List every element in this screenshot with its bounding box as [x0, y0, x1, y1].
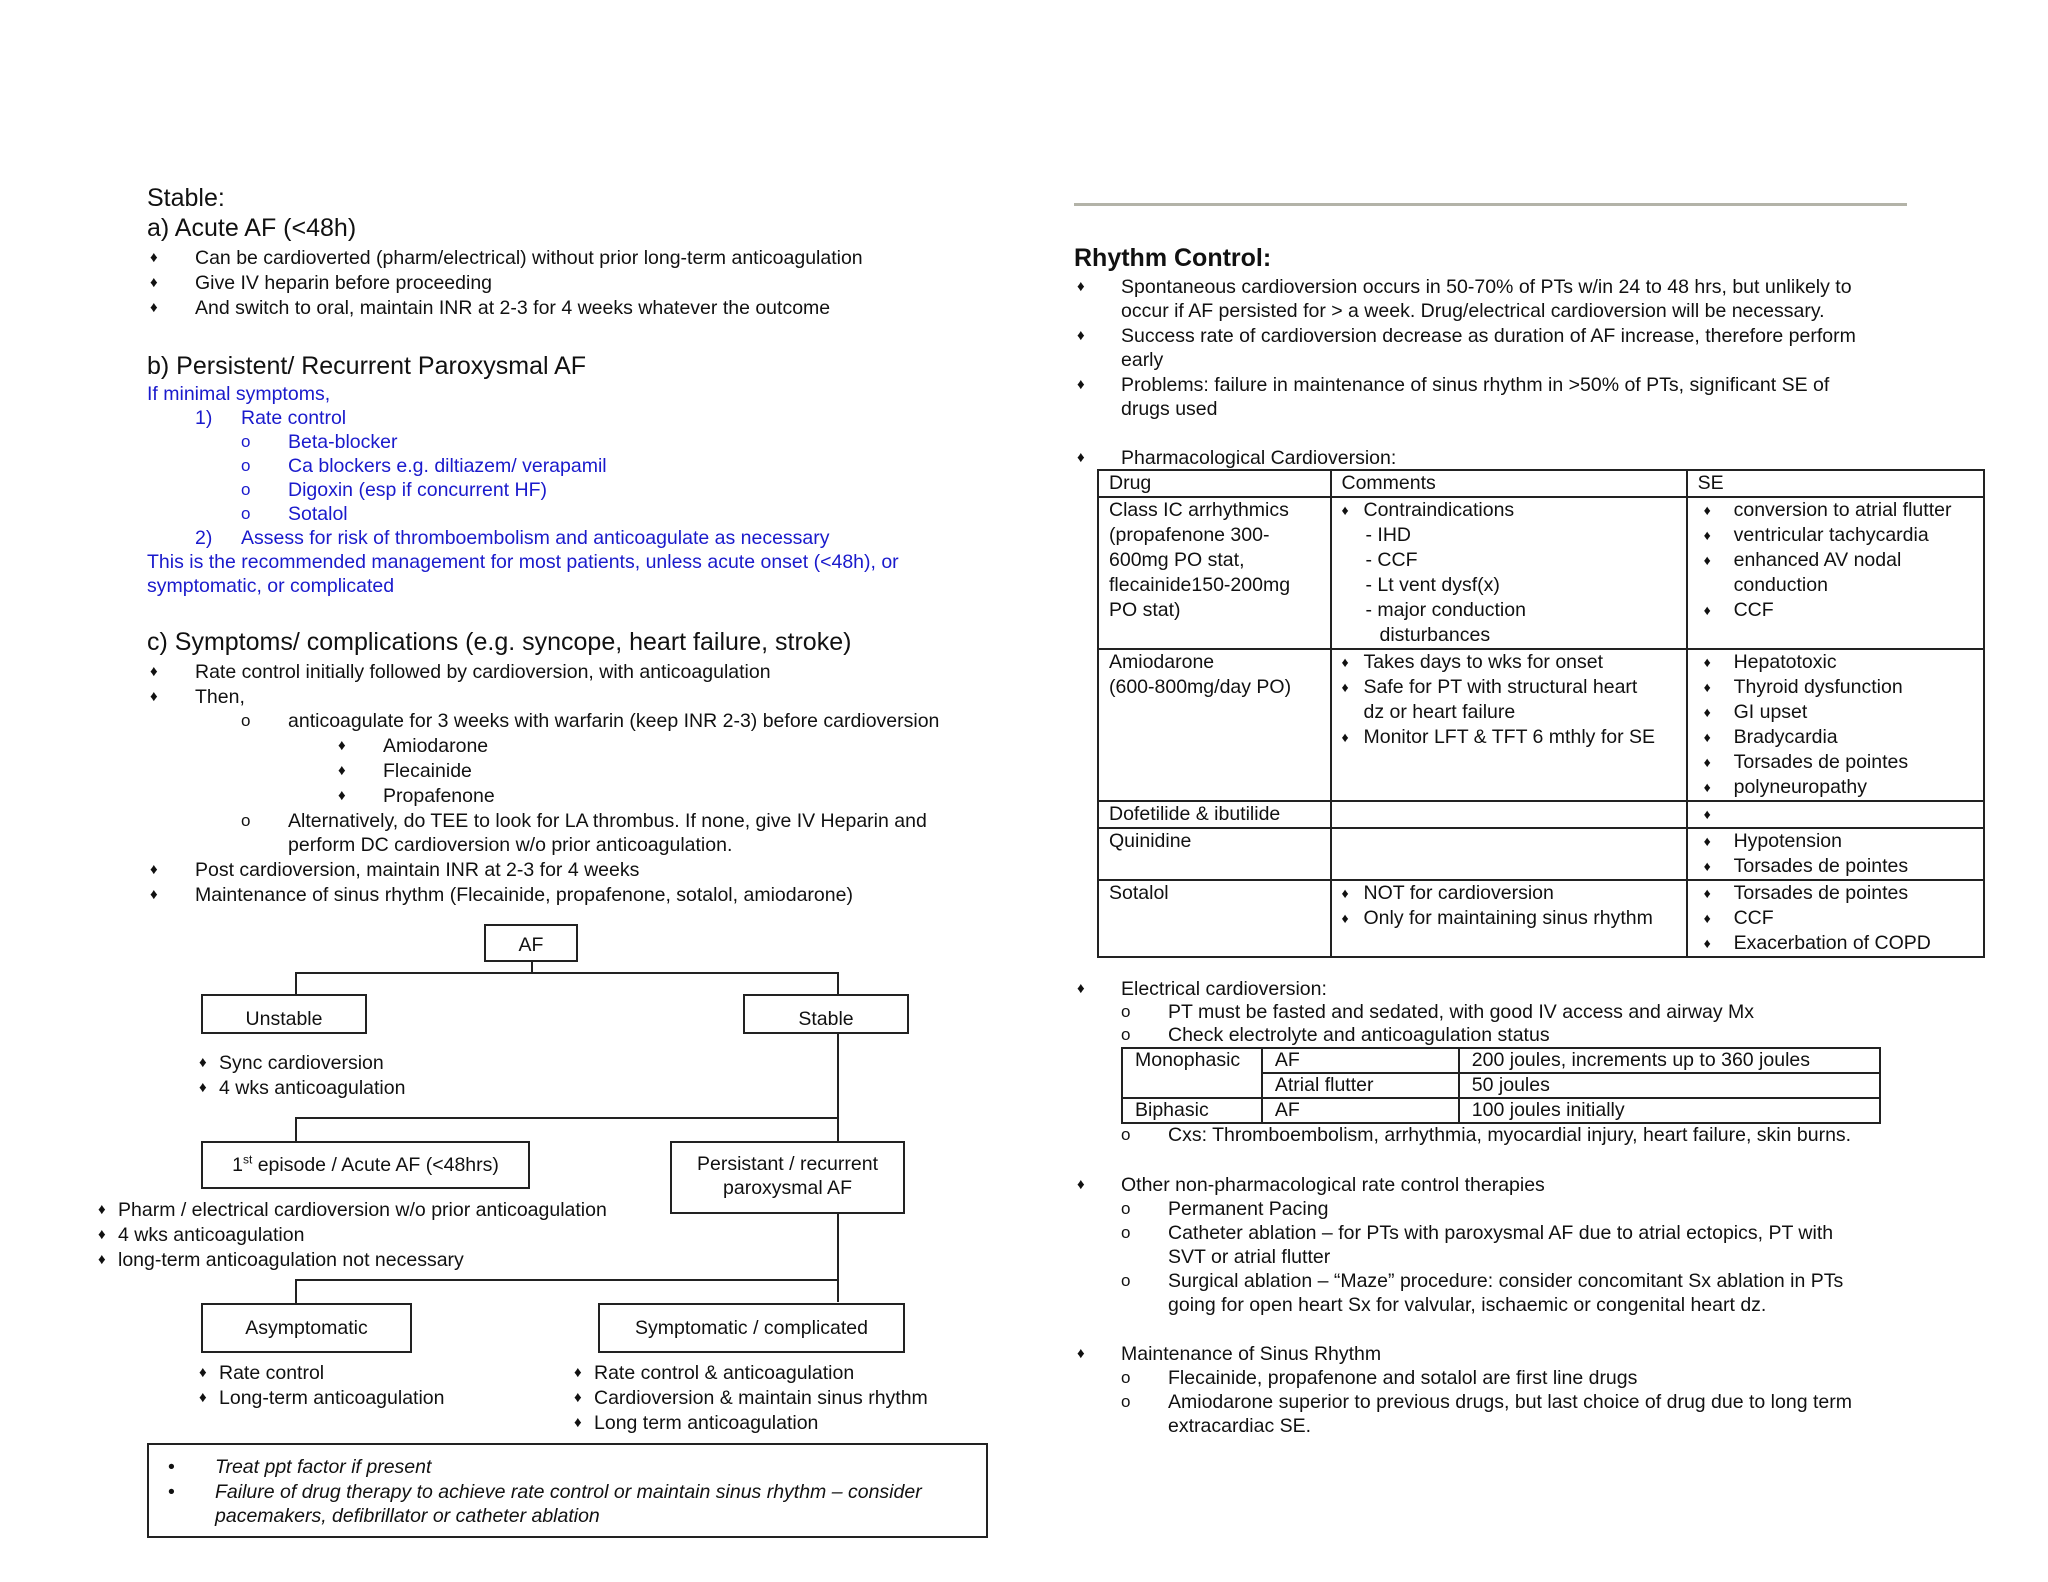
stable-heading: Stable: — [147, 184, 225, 212]
se-cell: ♦ Torsades de pointes ♦ CCF ♦ Exacerbation of COPD — [1687, 880, 1984, 957]
recommendation-note: This is the recommended management for most patients, unless acute onset (<48h), or — [147, 551, 899, 573]
bullet-dot: • — [168, 1456, 175, 1478]
first-episode-note: Pharm / electrical cardioversion w/o prior anticoagulation — [118, 1199, 607, 1221]
symptoms-item: Then, — [195, 686, 245, 708]
comments-cell — [1331, 828, 1687, 880]
symptomatic-note: Cardioversion & maintain sinus rhythm — [594, 1387, 928, 1409]
bullet-diamond: ♦ — [150, 861, 158, 878]
bullet-diamond: ♦ — [199, 1364, 207, 1381]
bullet-circle: o — [1121, 1125, 1131, 1144]
bullet-circle: o — [241, 711, 251, 730]
drug-cell: Dofetilide & ibutilide — [1098, 801, 1331, 828]
bullet-diamond: ♦ — [199, 1054, 207, 1071]
waveform-cell: Biphasic — [1122, 1098, 1262, 1123]
anticoagulate-item: anticoagulate for 3 weeks with warfarin (keep INR 2-3) before cardioversion — [288, 710, 940, 732]
bullet-diamond: ♦ — [338, 787, 346, 804]
rhythm-point-cont: drugs used — [1121, 398, 1218, 420]
first-episode-label: 1st episode / Acute AF (<48hrs) — [232, 1152, 499, 1176]
bullet-diamond: ♦ — [1077, 376, 1085, 393]
connector-line — [295, 972, 297, 996]
footer-note-cont: pacemakers, defibrillator or catheter ablation — [215, 1505, 600, 1527]
bullet-diamond: ♦ — [1077, 980, 1085, 997]
symptomatic-note: Long term anticoagulation — [594, 1412, 819, 1434]
bullet-diamond: ♦ — [574, 1414, 582, 1431]
bullet-diamond: ♦ — [150, 886, 158, 903]
bullet-diamond: ♦ — [1077, 1345, 1085, 1362]
rhythm-point: Spontaneous cardioversion occurs in 50-70% of PTs w/in 24 to 48 hrs, but unlikely to — [1121, 276, 1852, 298]
footer-notes-box — [147, 1443, 988, 1538]
persistent-recurrent-box — [670, 1141, 905, 1214]
energy-cell: 200 joules, increments up to 360 joules — [1459, 1048, 1880, 1073]
therapy-item-cont: going for open heart Sx for valvular, ischaemic or congenital heart dz. — [1168, 1294, 1767, 1316]
bullet-diamond: ♦ — [338, 762, 346, 779]
tee-item: Alternatively, do TEE to look for LA thrombus. If none, give IV Heparin and — [288, 810, 927, 832]
bullet-diamond: ♦ — [1077, 449, 1085, 466]
stable-box — [743, 994, 909, 1034]
rhythm-control-heading: Rhythm Control: — [1074, 244, 1272, 272]
persistent-af-heading: b) Persistent/ Recurrent Paroxysmal AF — [147, 352, 587, 380]
acute-item: Give IV heparin before proceeding — [195, 272, 493, 294]
af-box-label: AF — [518, 934, 544, 956]
connector-line — [295, 1279, 838, 1281]
acute-item: And switch to oral, maintain INR at 2-3 for 4 weeks whatever the outcome — [195, 297, 831, 319]
symptoms-item: Rate control initially followed by cardioversion, with anticoagulation — [195, 661, 771, 683]
bullet-circle: o — [1121, 1025, 1131, 1044]
therapy-item-cont: SVT or atrial flutter — [1168, 1246, 1331, 1268]
list-number: 1) — [195, 407, 213, 429]
unstable-box — [201, 994, 367, 1034]
bullet-diamond: ♦ — [150, 274, 158, 291]
therapy-item: Permanent Pacing — [1168, 1198, 1329, 1220]
asymptomatic-note: Long-term anticoagulation — [219, 1387, 445, 1409]
se-cell: ♦ Hypotension ♦ Torsades de pointes — [1687, 828, 1984, 880]
bullet-circle: o — [1121, 1199, 1131, 1218]
acute-af-heading: a) Acute AF (<48h) — [147, 214, 357, 242]
rhythm-cell: AF — [1262, 1098, 1459, 1123]
energy-cell: 50 joules — [1459, 1073, 1880, 1098]
table-header: SE — [1687, 470, 1984, 497]
persistent-label: paroxysmal AF — [723, 1177, 852, 1199]
complications-item: Cxs: Thromboembolism, arrhythmia, myocardial injury, heart failure, skin burns. — [1168, 1124, 1852, 1146]
electrical-item: Check electrolyte and anticoagulation status — [1168, 1024, 1550, 1046]
symptomatic-note: Rate control & anticoagulation — [594, 1362, 855, 1384]
thromboembolism-item: Assess for risk of thromboembolism and anticoagulate as necessary — [241, 527, 830, 549]
tee-item-cont: perform DC cardioversion w/o prior anticoagulation. — [288, 834, 733, 856]
persistent-label: Persistant / recurrent — [697, 1153, 878, 1175]
bullet-circle: o — [1121, 1392, 1131, 1411]
rhythm-cell: AF — [1262, 1048, 1459, 1073]
connector-line — [295, 1117, 297, 1142]
rate-drug-item: Ca blockers e.g. diltiazem/ verapamil — [288, 455, 607, 477]
table-row — [1098, 828, 1984, 880]
bullet-dot: • — [168, 1481, 175, 1503]
maintenance-item: Amiodarone superior to previous drugs, but last choice of drug due to long term — [1168, 1391, 1852, 1413]
stable-box-label: Stable — [798, 1008, 854, 1030]
table-row — [1098, 880, 1984, 957]
connector-line — [837, 972, 839, 996]
cv-drug-item: Propafenone — [383, 785, 495, 807]
drug-cell: Sotalol — [1098, 880, 1331, 957]
table-header: Comments — [1331, 470, 1687, 497]
header-rule — [1074, 203, 1907, 206]
therapy-item: Catheter ablation – for PTs with paroxysmal AF due to atrial ectopics, PT with — [1168, 1222, 1834, 1244]
table-row — [1098, 649, 1984, 801]
rhythm-point-cont: occur if AF persisted for > a week. Drug/electrical cardioversion will be necessary. — [1121, 300, 1825, 322]
drug-cell: Amiodarone (600-800mg/day PO) — [1098, 649, 1331, 801]
maintenance-item: Flecainide, propafenone and sotalol are first line drugs — [1168, 1367, 1638, 1389]
energy-table — [1121, 1047, 1881, 1124]
bullet-diamond: ♦ — [1077, 327, 1085, 344]
maintenance-heading: Maintenance of Sinus Rhythm — [1121, 1343, 1382, 1365]
footer-note: Failure of drug therapy to achieve rate control or maintain sinus rhythm – consider — [215, 1481, 922, 1503]
bullet-diamond: ♦ — [574, 1364, 582, 1381]
other-therapies-heading: Other non-pharmacological rate control therapies — [1121, 1174, 1545, 1196]
bullet-circle: o — [241, 504, 251, 523]
bullet-diamond: ♦ — [98, 1226, 106, 1243]
bullet-circle: o — [1121, 1002, 1131, 1021]
bullet-diamond: ♦ — [98, 1251, 106, 1268]
bullet-diamond: ♦ — [150, 663, 158, 680]
therapy-item: Surgical ablation – “Maze” procedure: consider concomitant Sx ablation in PTs — [1168, 1270, 1844, 1292]
first-episode-note: 4 wks anticoagulation — [118, 1224, 305, 1246]
bullet-circle: o — [1121, 1223, 1131, 1242]
bullet-diamond: ♦ — [1077, 1176, 1085, 1193]
connector-line — [295, 1279, 297, 1304]
comments-cell: ♦ NOT for cardioversion ♦ Only for maintaining sinus rhythm — [1331, 880, 1687, 957]
bullet-diamond: ♦ — [199, 1389, 207, 1406]
bullet-circle: o — [241, 811, 251, 830]
bullet-diamond: ♦ — [574, 1389, 582, 1406]
rhythm-point: Problems: failure in maintenance of sinus rhythm in >50% of PTs, significant SE of — [1121, 374, 1830, 396]
rate-control-item: Rate control — [241, 407, 347, 429]
first-episode-note: long-term anticoagulation not necessary — [118, 1249, 464, 1271]
recommendation-note: symptomatic, or complicated — [147, 575, 395, 597]
drug-table — [1097, 469, 1985, 958]
af-box — [484, 924, 578, 962]
bullet-circle: o — [241, 456, 251, 475]
bullet-diamond: ♦ — [1077, 278, 1085, 295]
waveform-cell: Monophasic — [1122, 1048, 1262, 1098]
maintenance-item-cont: extracardiac SE. — [1168, 1415, 1312, 1437]
minimal-symptoms-intro: If minimal symptoms, — [147, 383, 331, 405]
rate-drug-item: Digoxin (esp if concurrent HF) — [288, 479, 548, 501]
bullet-circle: o — [241, 480, 251, 499]
pharmacological-heading: Pharmacological Cardioversion: — [1121, 447, 1397, 469]
table-row — [1098, 801, 1984, 828]
comments-cell — [1331, 801, 1687, 828]
energy-cell: 100 joules initially — [1459, 1098, 1880, 1123]
symptoms-item: Post cardioversion, maintain INR at 2-3 for 4 weeks — [195, 859, 640, 881]
bullet-diamond: ♦ — [199, 1079, 207, 1096]
list-number: 2) — [195, 527, 213, 549]
asymptomatic-note: Rate control — [219, 1362, 325, 1384]
cv-drug-item: Flecainide — [383, 760, 472, 782]
table-row — [1098, 497, 1984, 649]
bullet-circle: o — [241, 432, 251, 451]
electrical-heading: Electrical cardioversion: — [1121, 978, 1327, 1000]
bullet-diamond: ♦ — [98, 1201, 106, 1218]
bullet-circle: o — [1121, 1271, 1131, 1290]
rhythm-point-cont: early — [1121, 349, 1164, 371]
drug-cell: Quinidine — [1098, 828, 1331, 880]
unstable-note: Sync cardioversion — [219, 1052, 384, 1074]
bullet-diamond: ♦ — [150, 299, 158, 316]
drug-cell: Class IC arrhythmics (propafenone 300- 600mg PO stat, flecainide150-200mg PO stat) — [1098, 497, 1331, 649]
comments-cell: ♦ Contraindications - IHD - CCF - Lt vent dysf(x) - major conduction disturbances — [1331, 497, 1687, 649]
se-cell: ♦ — [1687, 801, 1984, 828]
symptoms-item: Maintenance of sinus rhythm (Flecainide, propafenone, sotalol, amiodarone) — [195, 884, 853, 906]
symptomatic-label: Symptomatic / complicated — [634, 1317, 868, 1339]
se-cell: ♦ Hepatotoxic ♦ Thyroid dysfunction ♦ GI upset ♦ Bradycardia ♦ Torsades de pointes ♦ polyneuropathy — [1687, 649, 1984, 801]
electrical-item: PT must be fasted and sedated, with good IV access and airway Mx — [1168, 1001, 1755, 1023]
table-row — [1122, 1098, 1880, 1123]
table-header-row — [1098, 470, 1984, 497]
rate-drug-item: Beta-blocker — [288, 431, 398, 453]
rhythm-point: Success rate of cardioversion decrease as duration of AF increase, therefore perform — [1121, 325, 1856, 347]
connector-line — [295, 972, 838, 974]
se-cell: ♦ conversion to atrial flutter ♦ ventricular tachycardia ♦ enhanced AV nodal conduction ♦ CCF — [1687, 497, 1984, 649]
rate-drug-item: Sotalol — [288, 503, 348, 525]
unstable-box-label: Unstable — [245, 1008, 323, 1030]
symptoms-heading: c) Symptoms/ complications (e.g. syncope, heart failure, stroke) — [147, 628, 852, 656]
bullet-diamond: ♦ — [338, 737, 346, 754]
asymptomatic-box — [201, 1303, 412, 1353]
bullet-circle: o — [1121, 1368, 1131, 1387]
cv-drug-item: Amiodarone — [383, 735, 489, 757]
comments-cell: ♦ Takes days to wks for onset ♦ Safe for PT with structural heart dz or heart failure ♦ Monitor LFT & TFT 6 mthly for SE — [1331, 649, 1687, 801]
rhythm-cell: Atrial flutter — [1262, 1073, 1459, 1098]
bullet-diamond: ♦ — [150, 688, 158, 705]
acute-item: Can be cardioverted (pharm/electrical) without prior long-term anticoagulation — [195, 247, 863, 269]
table-row — [1122, 1048, 1880, 1073]
table-header: Drug — [1098, 470, 1331, 497]
symptomatic-box — [598, 1303, 905, 1353]
connector-line — [295, 1117, 838, 1119]
asymptomatic-label: Asymptomatic — [245, 1317, 368, 1339]
first-episode-box — [201, 1141, 530, 1189]
bullet-diamond: ♦ — [150, 249, 158, 266]
unstable-note: 4 wks anticoagulation — [219, 1077, 406, 1099]
footer-note: Treat ppt factor if present — [215, 1456, 432, 1478]
